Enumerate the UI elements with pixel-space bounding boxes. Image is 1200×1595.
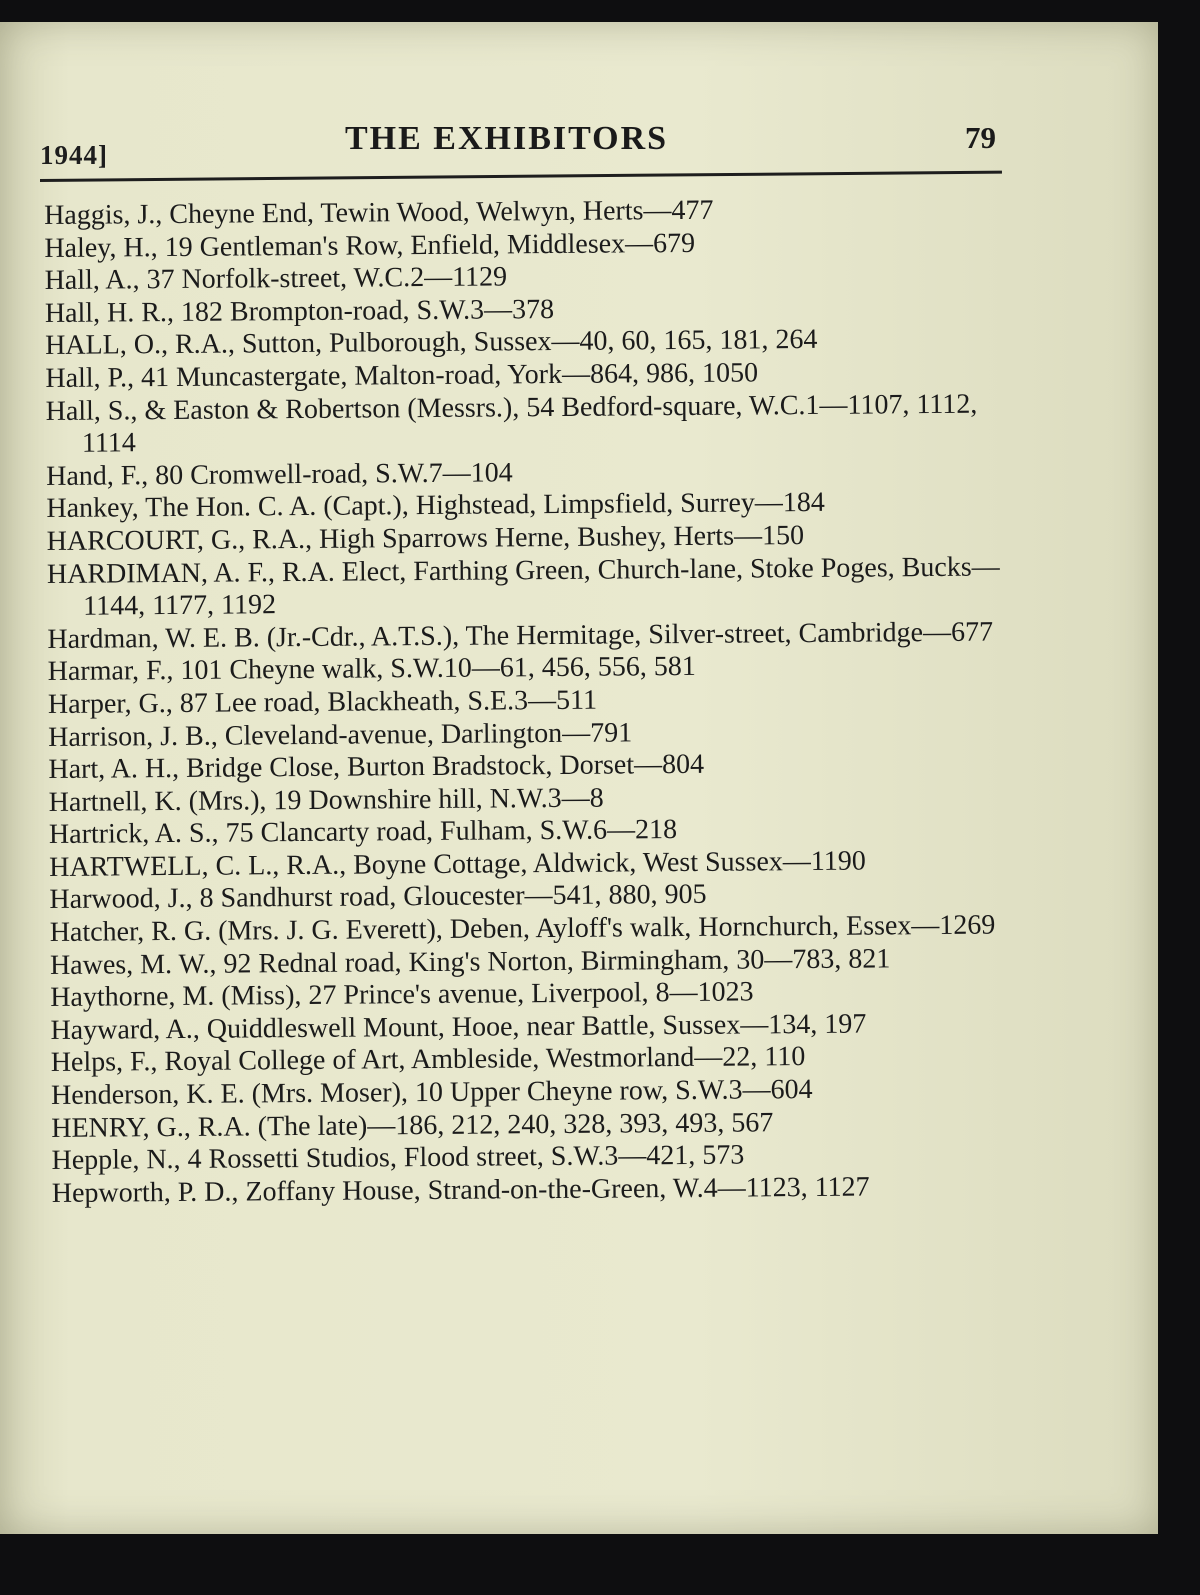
list-item: Hardman, W. E. B. (Jr.-Cdr., A.T.S.), The Hermitage, Silver-street, Cambridge—677 <box>47 616 994 655</box>
list-item: Hankey, The Hon. C. A. (Capt.), Highstead, Limpsfield, Surrey—184 <box>46 487 825 525</box>
list-item: Hall, A., 37 Norfolk-street, W.C.2—1129 <box>44 261 508 297</box>
list-item: HARCOURT, G., R.A., High Sparrows Herne, Bushey, Herts—150 <box>46 519 805 557</box>
header-year: 1944] <box>40 140 108 170</box>
list-item: Hepple, N., 4 Rossetti Studios, Flood street, S.W.3—421, 573 <box>51 1139 745 1177</box>
list-item: Hartrick, A. S., 75 Clancarty road, Fulham, S.W.6—218 <box>48 814 678 851</box>
list-item: Hart, A. H., Bridge Close, Burton Bradstock, Dorset—804 <box>48 748 705 786</box>
header-title: THE EXHIBITORS <box>345 120 669 157</box>
list-item: Hayward, A., Quiddleswell Mount, Hooe, near Battle, Sussex—134, 197 <box>50 1008 867 1046</box>
book-page <box>0 22 1158 1534</box>
list-item: Harper, G., 87 Lee road, Blackheath, S.E.3—511 <box>47 684 598 720</box>
list-item: Harrison, J. B., Cleveland-avenue, Darlington—791 <box>48 716 633 753</box>
list-item: Hand, F., 80 Cromwell-road, S.W.7—104 <box>46 457 513 492</box>
list-item: Hall, P., 41 Muncastergate, Malton-road, York—864, 986, 1050 <box>45 357 759 394</box>
list-item: HENRY, G., R.A. (The late)—186, 212, 240, 328, 393, 493, 567 <box>51 1106 774 1144</box>
list-item: Hall, H. R., 182 Brompton-road, S.W.3—378 <box>44 293 555 329</box>
list-item: Harwood, J., 8 Sandhurst road, Gloucester—541, 880, 905 <box>49 879 707 916</box>
exhibitor-list <box>44 192 1037 1210</box>
list-item: Henderson, K. E. (Mrs. Moser), 10 Upper Cheyne row, S.W.3—604 <box>50 1074 813 1112</box>
list-item: Harmar, F., 101 Cheyne walk, S.W.10—61, 456, 556, 581 <box>47 651 696 688</box>
list-item: HARDIMAN, A. F., R.A. Elect, Farthing Green, Church-lane, Stoke Poges, Bucks—1144, 1177, 1192 <box>46 551 1000 622</box>
list-item: Hawes, M. W., 92 Rednal road, King's Norton, Birmingham, 30—783, 821 <box>49 943 891 981</box>
list-item: Hepworth, P. D., Zoffany House, Strand-on-the-Green, W.4—1123, 1127 <box>51 1171 870 1209</box>
list-item: Hartnell, K. (Mrs.), 19 Downshire hill, N.W.3—8 <box>48 782 604 818</box>
list-item: Haley, H., 19 Gentleman's Row, Enfield, Middlesex—679 <box>44 227 696 264</box>
list-item: Hall, S., & Easton & Robertson (Messrs.), 54 Bedford-square, W.C.1—1107, 1112, 1114 <box>45 388 978 459</box>
page-number: 79 <box>965 120 996 155</box>
list-item: Haythorne, M. (Miss), 27 Prince's avenue, Liverpool, 8—1023 <box>50 976 754 1014</box>
list-item: Haggis, J., Cheyne End, Tewin Wood, Welwyn, Herts—477 <box>44 194 714 231</box>
list-item: HALL, O., R.A., Sutton, Pulborough, Sussex—40, 60, 165, 181, 264 <box>45 324 818 362</box>
list-item: HARTWELL, C. L., R.A., Boyne Cottage, Aldwick, West Sussex—1190 <box>49 845 866 883</box>
list-item: Hatcher, R. G. (Mrs. J. G. Everett), Deben, Ayloff's walk, Hornchurch, Essex—1269 <box>49 909 996 949</box>
page-header <box>40 110 1010 180</box>
list-item: Helps, F., Royal College of Art, Ambleside, Westmorland—22, 110 <box>50 1041 806 1079</box>
